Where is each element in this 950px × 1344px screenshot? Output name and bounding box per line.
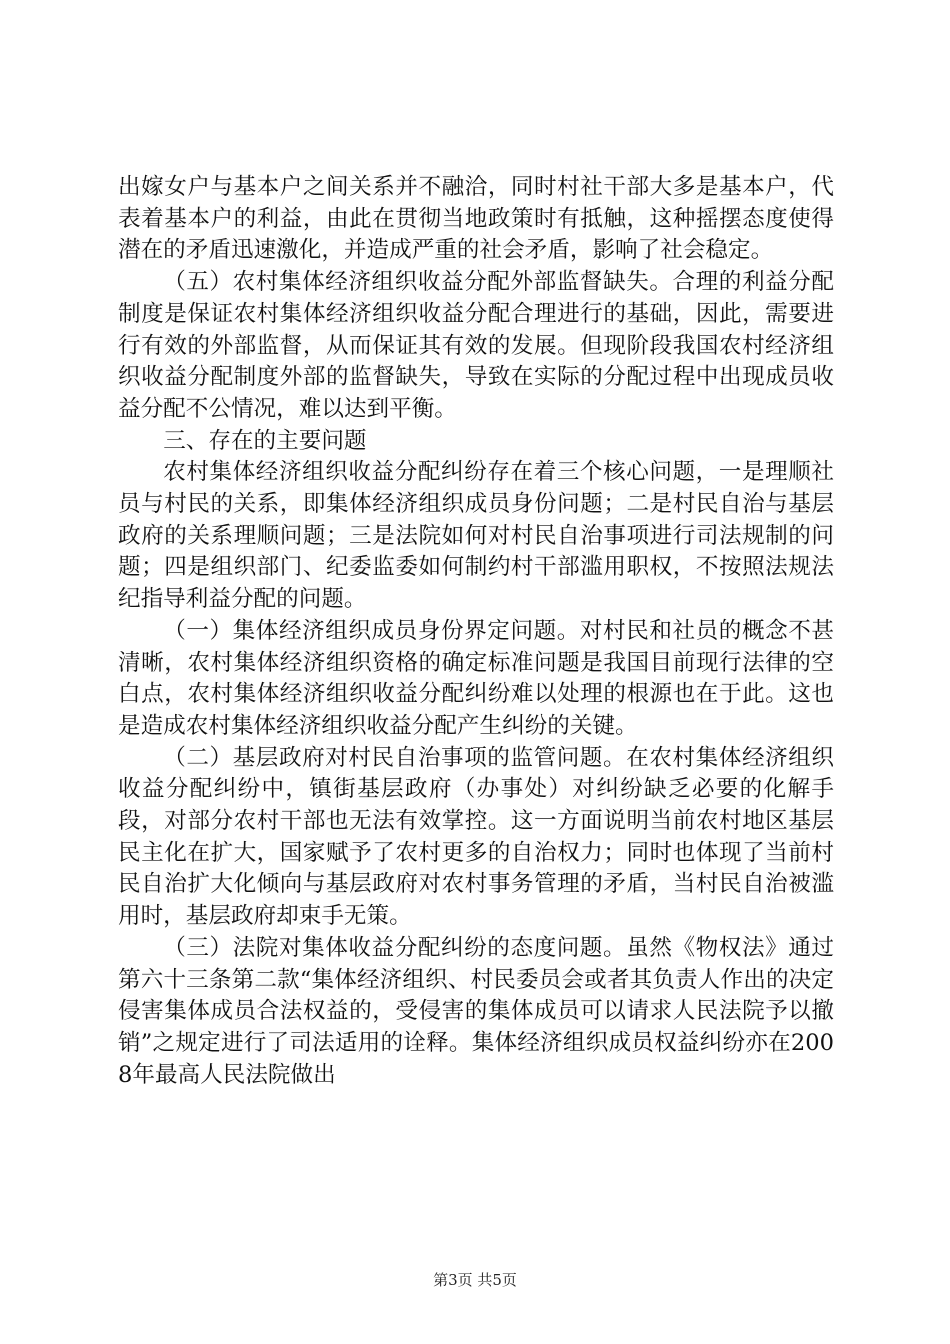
section-heading-3: 三、存在的主要问题: [163, 427, 367, 454]
document-body: [118, 172, 834, 1091]
paragraph-4: 农村集体经济组织收益分配纠纷存在着三个核心问题，一是理顺社员与村民的关系，即集体经济组织成员身份问题；二是村民自治与基层政府的关系理顺问题；三是法院如何对村民自治事项进行司法规制的问题；四是组织部门、纪委监委如何制约村干部滥用职权，不按照法规法纪指导利益分配的问题。: [118, 459, 834, 613]
page-number-footer: 第3页 共5页: [433, 1271, 517, 1289]
paragraph-6: （二）基层政府对村民自治事项的监管问题。在农村集体经济组织收益分配纠纷中，镇街基层政府（办事处）对纠纷缺乏必要的化解手段，对部分农村干部也无法有效掌控。这一方面说明当前农村地区基层民主化在扩大，国家赋予了农村更多的自治权力；同时也体现了当前村民自治扩大化倾向与基层政府对农村事务管理的矛盾，当村民自治被滥用时，基层政府却束手无策。: [118, 744, 834, 930]
paragraph-7: （三）法院对集体收益分配纠纷的态度问题。虽然《物权法》通过第六十三条第二款“集体经济组织、村民委员会或者其负责人作出的决定侵害集体成员合法权益的，受侵害的集体成员可以请求人民法院予以撤销”之规定进行了司法适用的诠释。集体经济组织成员权益纠纷亦在2008年最高人民法院做出: [118, 934, 834, 1088]
paragraph-2: （五）农村集体经济组织收益分配外部监督缺失。合理的利益分配制度是保证农村集体经济组织收益分配合理进行的基础，因此，需要进行有效的外部监督，从而保证其有效的发展。但现阶段我国农村经济组织收益分配制度外部的监督缺失，导致在实际的分配过程中出现成员收益分配不公情况，难以达到平衡。: [118, 269, 834, 422]
paragraph-1: 出嫁女户与基本户之间关系并不融洽，同时村社干部大多是基本户，代表着基本户的利益，由此在贯彻当地政策时有抵触，这种摇摆态度使得潜在的矛盾迅速激化，并造成严重的社会矛盾，影响了社会稳定。: [118, 174, 834, 264]
paragraph-5: （一）集体经济组织成员身份界定问题。对村民和社员的概念不甚清晰，农村集体经济组织资格的确定标准问题是我国目前现行法律的空白点，农村集体经济组织收益分配纠纷难以处理的根源也在于此。这也是造成农村集体经济组织收益分配产生纠纷的关键。: [118, 617, 834, 739]
